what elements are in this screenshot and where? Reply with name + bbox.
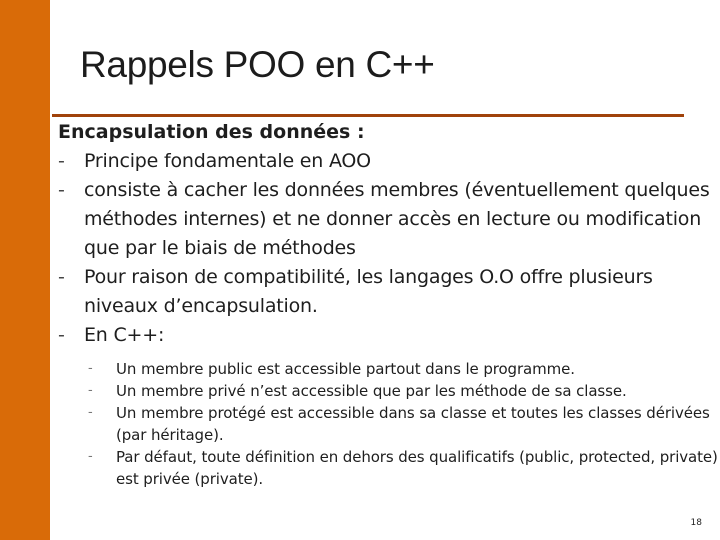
- section-heading: Encapsulation des données :: [58, 121, 365, 143]
- bullet-item: [58, 263, 720, 321]
- sub-bullet-item: [88, 446, 720, 490]
- sub-bullet-item: [88, 402, 720, 446]
- bullet-marker: -: [58, 266, 65, 288]
- sub-bullet-text: Un membre privé n’est accessible que par les méthode de sa classe.: [116, 382, 627, 400]
- bullet-marker: -: [58, 179, 65, 201]
- bullet-text: consiste à cacher les données membres (éventuellement quelques méthodes internes) et ne donner accès en lecture ou modification que par le biais de méthodes: [84, 179, 710, 259]
- bullet-marker: -: [58, 324, 65, 346]
- sub-bullet-marker: -: [88, 383, 93, 398]
- bullet-item: [58, 321, 720, 350]
- bullet-list: [58, 147, 720, 350]
- bullet-item: [58, 147, 720, 176]
- bullet-text: Pour raison de compatibilité, les langages O.O offre plusieurs niveaux d’encapsulation.: [84, 266, 653, 317]
- sub-bullet-marker: -: [88, 405, 93, 420]
- sub-bullet-item: [88, 358, 720, 380]
- slide-title: Rappels POO en C++: [80, 44, 435, 85]
- sub-bullet-marker: -: [88, 361, 93, 376]
- sidebar-accent-bar: [0, 0, 50, 540]
- page-number: 18: [690, 518, 702, 528]
- sub-bullet-text: Un membre protégé est accessible dans sa classe et toutes les classes dérivées (par héritage).: [116, 404, 710, 444]
- sub-bullet-marker: -: [88, 449, 93, 464]
- bullet-text: En C++:: [84, 324, 165, 346]
- bullet-item: [58, 176, 720, 263]
- sub-bullet-item: [88, 380, 720, 402]
- bullet-text: Principe fondamentale en AOO: [84, 150, 371, 172]
- slide-body: [58, 118, 720, 490]
- sub-bullet-list: [88, 358, 720, 490]
- sub-bullet-text: Un membre public est accessible partout dans le programme.: [116, 360, 575, 378]
- title-divider: [52, 114, 684, 117]
- bullet-marker: -: [58, 150, 65, 172]
- sub-bullet-text: Par défaut, toute définition en dehors des qualificatifs (public, protected, private) est privée (private).: [116, 448, 718, 488]
